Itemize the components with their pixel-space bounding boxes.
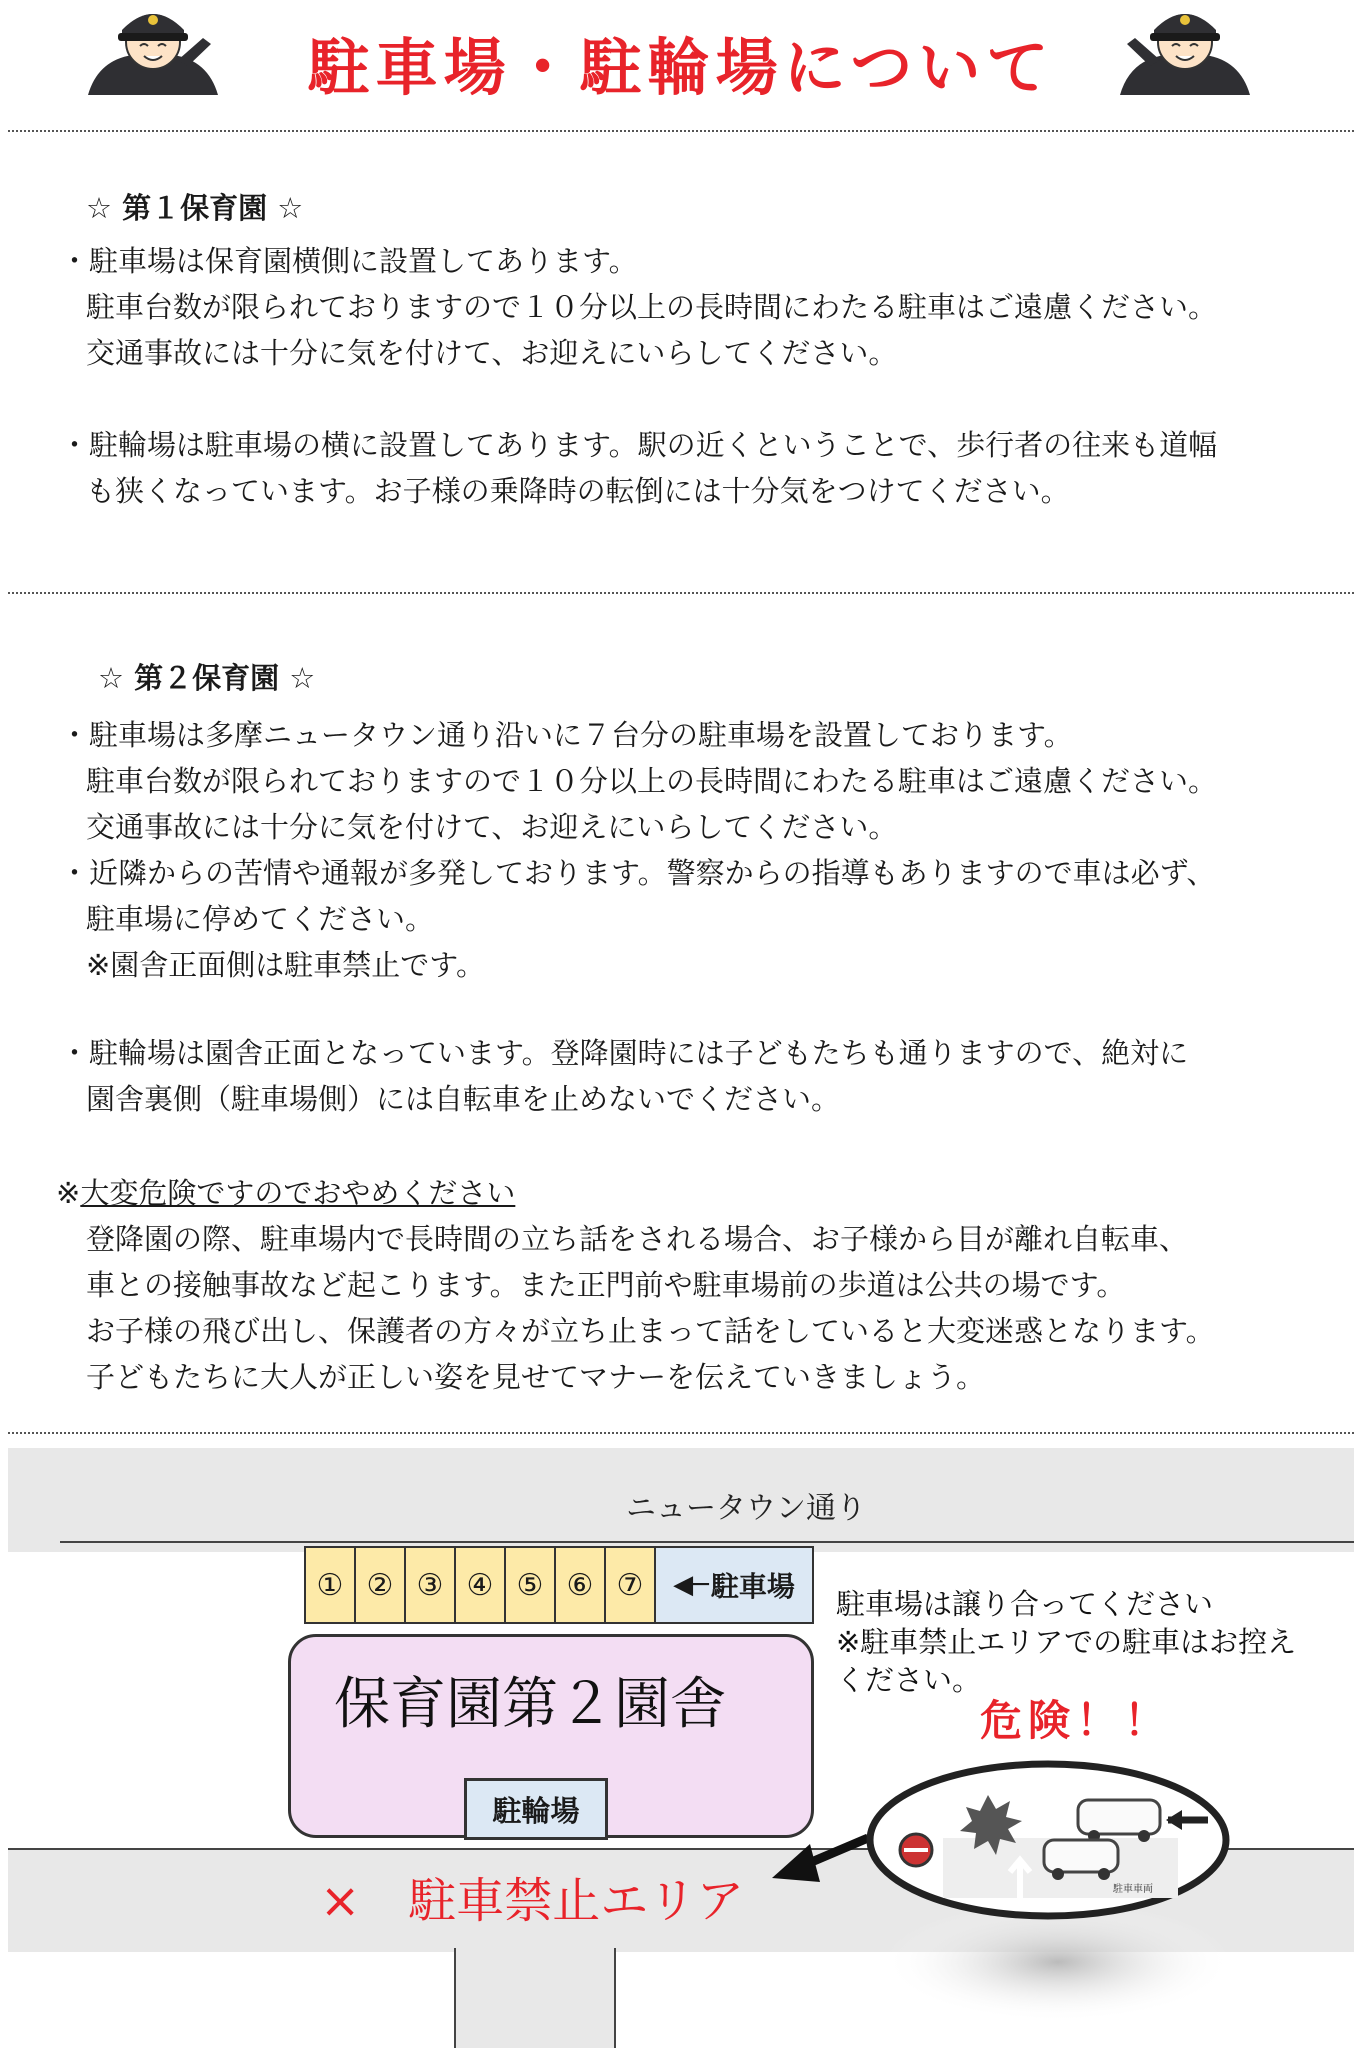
- section1-bicycle-text: [60, 422, 1217, 514]
- text-line: 駐車場に停めてください。: [86, 902, 435, 936]
- parking-spot: ②: [354, 1546, 406, 1624]
- section2-parking-text: [60, 712, 1217, 988]
- parking-note-line: ください。: [836, 1663, 982, 1697]
- no-parking-area-label: × 駐車禁止エリア: [320, 1873, 745, 1929]
- parking-spot: ⑤: [504, 1546, 556, 1624]
- parking-note-line: ※駐車禁止エリアでの駐車はお控え: [836, 1625, 1297, 1659]
- text-line: 交通事故には十分に気を付けて、お迎えにいらしてください。: [86, 336, 898, 370]
- text-line: ・近隣からの苦情や通報が多発しております。警察からの指導もありますので車は必ず、: [60, 856, 1216, 890]
- road-edge-line: [60, 1541, 1354, 1543]
- section2-warning: [56, 1170, 1215, 1400]
- danger-illustration: [768, 1740, 1268, 2040]
- danger-label: 危険！！: [980, 1696, 1173, 1745]
- divider: [8, 592, 1354, 594]
- building-name: 保育園第２園舎: [334, 1672, 726, 1737]
- parking-spot: ③: [404, 1546, 456, 1624]
- text-line: 交通事故には十分に気を付けて、お迎えにいらしてください。: [86, 810, 898, 844]
- parking-sign-label: 駐車場: [710, 1570, 795, 1603]
- parking-spot: ⑥: [554, 1546, 606, 1624]
- text-line: 駐車台数が限られておりますので１０分以上の長時間にわたる駐車はご遠慮ください。: [86, 764, 1218, 798]
- section1-heading: ☆ 第１保育園 ☆: [86, 191, 304, 225]
- text-line: 車との接触事故など起こります。また正門前や駐車場前の歩道は公共の場です。: [86, 1268, 1126, 1302]
- text-line: ・駐車場は多摩ニュータウン通り沿いに７台分の駐車場を設置しております。: [60, 718, 1073, 752]
- text-line: ・駐輪場は駐車場の横に設置してあります。駅の近くということで、歩行者の往来も道幅: [60, 428, 1218, 462]
- road-side-street: [454, 1948, 616, 2048]
- parking-sign: [654, 1546, 814, 1624]
- parking-spot: ①: [304, 1546, 356, 1624]
- text-line: ・駐輪場は園舎正面となっています。登降園時には子どもたちも通りますので、絶対に: [60, 1036, 1189, 1070]
- text-line: 園舎裏側（駐車場側）には自転車を止めないでください。: [86, 1082, 841, 1116]
- text-line: 駐車台数が限られておりますので１０分以上の長時間にわたる駐車はご遠慮ください。: [86, 290, 1218, 324]
- illustration-caption: 駐車車両: [1113, 1884, 1153, 1895]
- parking-note-line: 駐車場は譲り合ってください: [836, 1587, 1214, 1621]
- text-line: 登降園の際、駐車場内で長時間の立ち話をされる場合、お子様から目が離れ自転車、: [86, 1222, 1189, 1256]
- text-line: 子どもたちに大人が正しい姿を見せてマナーを伝えていきましょう。: [86, 1360, 986, 1394]
- section2-bicycle-text: [60, 1030, 1188, 1122]
- text-line: も狭くなっています。お子様の乗降時の転倒には十分気をつけてください。: [86, 474, 1070, 508]
- warning-prefix: ※: [56, 1176, 81, 1210]
- text-line: お子様の飛び出し、保護者の方々が立ち止まって話をしていると大変迷惑となります。: [86, 1314, 1215, 1348]
- parking-spot: ④: [454, 1546, 506, 1624]
- page-title: 駐車場・駐輪場について: [307, 31, 1055, 104]
- parking-spots: [304, 1546, 814, 1622]
- road-name-label: ニュータウン通り: [626, 1491, 866, 1526]
- section1-parking-text: [60, 238, 1217, 376]
- text-line: ・駐車場は保育園横側に設置してあります。: [60, 244, 638, 278]
- warning-title-text: 大変危険ですのでおやめください: [80, 1176, 516, 1210]
- bicycle-parking: 駐輪場: [464, 1778, 608, 1840]
- divider: [8, 130, 1354, 132]
- text-line: ※園舎正面側は駐車禁止です。: [86, 948, 485, 982]
- warning-title: [56, 1170, 1215, 1216]
- divider: [8, 1432, 1354, 1434]
- parking-spot: ⑦: [604, 1546, 656, 1624]
- section2-heading: ☆ 第２保育園 ☆: [98, 661, 316, 695]
- arrow-left-icon: ◀─: [673, 1570, 709, 1600]
